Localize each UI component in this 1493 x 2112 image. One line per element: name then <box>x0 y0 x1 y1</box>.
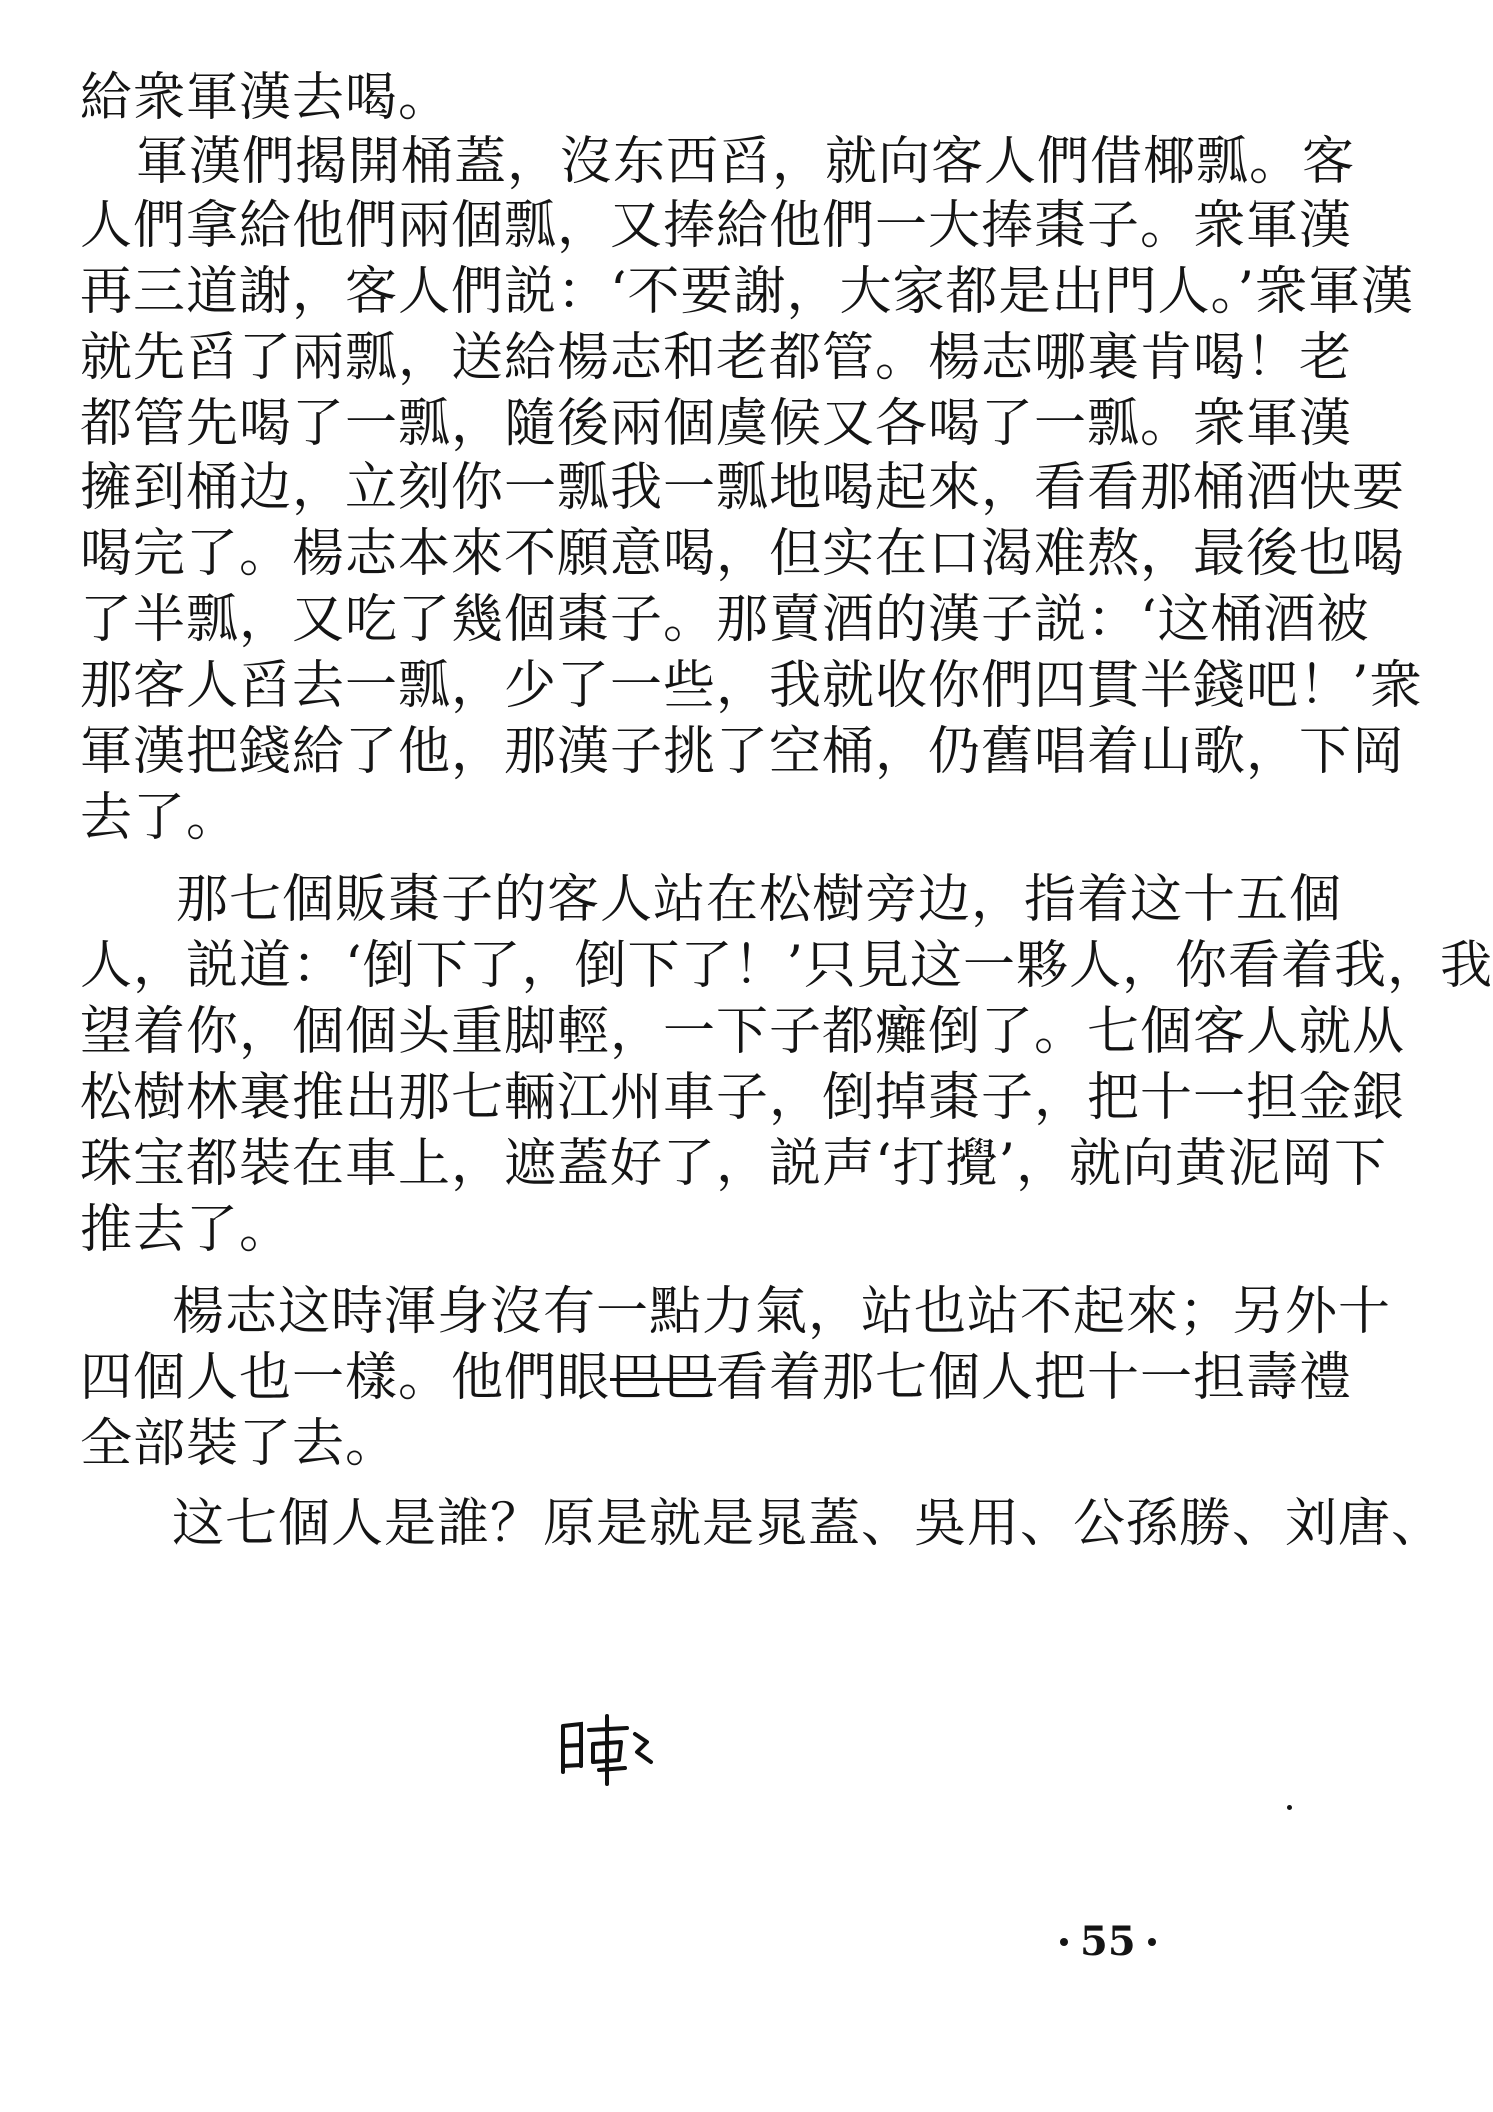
text-line-10: 那客人舀去一瓢，少了一些，我就收你們四貫半錢吧！’衆 <box>80 656 1423 716</box>
bullet-icon <box>1060 1938 1068 1946</box>
text-line-14: 人，説道：‘倒下了，倒下了！’只見这一夥人，你看着我，我 <box>80 936 1493 996</box>
text-line-13: 那七個販棗子的客人站在松樹旁边，指着这十五個 <box>176 870 1343 930</box>
text-line-6: 都管先喝了一瓢，隨後兩個虞候又各喝了一瓢。衆軍漢 <box>80 394 1353 454</box>
text-line-18: 推去了。 <box>80 1200 293 1260</box>
page-number <box>1060 1912 1156 1972</box>
struck-text: 巴巴 <box>610 1348 717 1408</box>
text-line-20-rest: 看着那七個人把十一担壽禮 <box>716 1348 1353 1408</box>
text-line-2: 軍漢們揭開桶蓋，沒东西舀，就向客人們借椰瓢。客 <box>136 132 1356 192</box>
bullet-icon <box>1148 1938 1156 1946</box>
text-line-5: 就先舀了兩瓢，送給楊志和老都管。楊志哪裏肯喝！老 <box>80 328 1353 388</box>
text-line-20 <box>80 1346 1353 1410</box>
text-line-22: 这七個人是誰？原是就是晁蓋、吳用、公孫勝、刘唐、 <box>172 1494 1445 1554</box>
text-line-7: 擁到桶边，立刻你一瓢我一瓢地喝起來，看看那桶酒快要 <box>80 458 1406 518</box>
page-number-value: 55 <box>1080 1918 1136 1965</box>
text-line-17: 珠宝都裝在車上，遮蓋好了，説声‘打攪’，就向黄泥岡下 <box>80 1134 1388 1194</box>
ink-speck <box>1287 1805 1292 1810</box>
text-line-12: 去了。 <box>80 788 240 848</box>
text-line-15: 望着你，個個头重脚輕，一下子都癱倒了。七個客人就从 <box>80 1002 1406 1062</box>
text-line-4: 再三道謝，客人們説：‘不要謝，大家都是出門人。’衆軍漢 <box>80 262 1415 322</box>
text-line-1: 給衆軍漢去喝。 <box>80 68 452 128</box>
text-line-19: 楊志这時渾身沒有一點力氣，站也站不起來；另外十 <box>172 1282 1392 1342</box>
text-line-9: 了半瓢，又吃了幾個棗子。那賣酒的漢子説：‘这桶酒被 <box>80 590 1370 650</box>
text-line-16: 松樹林裏推出那七輛江州車子，倒掉棗子，把十一担金銀 <box>80 1068 1406 1128</box>
handwritten-correction <box>555 1710 665 1790</box>
text-line-11: 軍漢把錢給了他，那漢子挑了空桶，仍舊唱着山歌，下岡 <box>80 722 1406 782</box>
text-line-21: 全部裝了去。 <box>80 1414 399 1474</box>
text-line-8: 喝完了。楊志本來不願意喝，但实在口渴难熬，最後也喝 <box>80 524 1406 584</box>
text-line-20-start: 四個人也一樣。他們眼 <box>80 1348 611 1408</box>
text-line-3: 人們拿給他們兩個瓢，又捧給他們一大捧棗子。衆軍漢 <box>80 196 1353 256</box>
